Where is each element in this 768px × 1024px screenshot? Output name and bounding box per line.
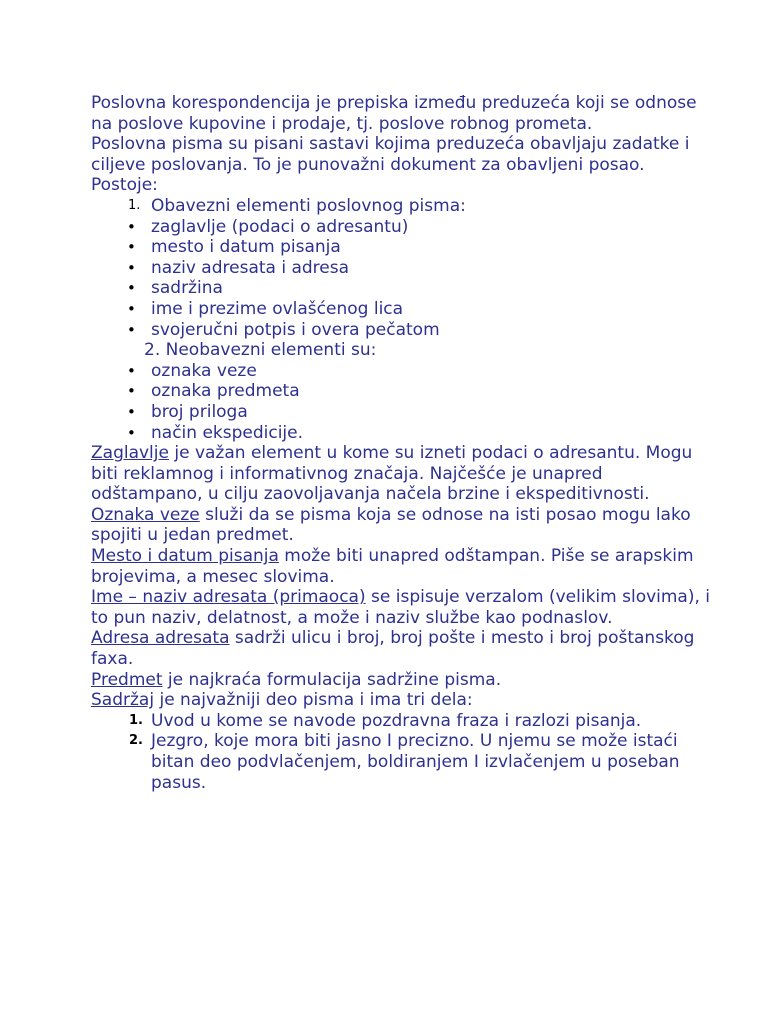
definition-paragraph [91, 587, 711, 628]
list-item [91, 402, 711, 423]
list-number: 1. [129, 712, 143, 728]
list-item [91, 711, 711, 732]
list-item-text: oznaka veze [151, 360, 257, 381]
definition-term: Mesto i datum pisanja [91, 546, 279, 567]
bullet-icon: • [127, 238, 136, 257]
list-item [91, 320, 711, 341]
definition-text: je najkraća formulacija sadržine pisma. [162, 669, 502, 690]
list-item [91, 731, 711, 793]
definition-paragraph [91, 670, 711, 691]
bullet-icon: • [127, 402, 136, 421]
optional-heading-text: 2. Neobavezni elementi su: [144, 340, 377, 361]
mandatory-heading [91, 196, 711, 217]
definition-term: Adresa adresata [91, 628, 230, 649]
list-item [91, 423, 711, 444]
definition-paragraph [91, 690, 711, 711]
list-item-text: mesto i datum pisanja [151, 237, 341, 258]
bullet-icon: • [127, 279, 136, 298]
content-parts-list [91, 711, 711, 793]
bullet-icon: • [127, 258, 136, 277]
mandatory-heading-text: Obavezni elementi poslovnog pisma: [151, 195, 466, 216]
definition-text: može biti unapred odštampan. Piše se arapskim brojevima, a mesec slovima. [91, 546, 694, 587]
definition-paragraph [91, 628, 711, 669]
intro-paragraph-3: Postoje: [91, 175, 158, 196]
list-item-text: ime i prezime ovlašćenog lica [151, 298, 404, 319]
list-item-text: način ekspedicije. [151, 422, 304, 443]
bullet-icon: • [127, 299, 136, 318]
definition-term: Oznaka veze [91, 504, 200, 525]
definition-term: Predmet [91, 669, 163, 690]
definition-text: služi da se pisma koja se odnose na isti posao mogu lako spojiti u jedan predmet. [91, 504, 691, 546]
definition-term: Zaglavlje [91, 443, 169, 464]
list-item-text: oznaka predmeta [151, 381, 300, 402]
list-item [91, 258, 711, 279]
definition-text: je važan element u kome su izneti podaci o adresantu. Mogu biti reklamnog i informativnog značaja. Najčešće je unapred odštampano, u cilju zaovoljavanja načela brzine i ekspeditivnosti. [91, 443, 693, 505]
intro-paragraph-2: Poslovna pisma su pisani sastavi kojima preduzeća obavljaju zadatke i ciljeve poslovanja. To je punovažni dokument za obavljeni posao. [91, 134, 690, 175]
definition-text: sadrži ulicu i broj, broj pošte i mesto i broj poštanskog faxa. [91, 628, 695, 670]
list-item [91, 217, 711, 238]
list-item [91, 237, 711, 258]
definition-paragraph [91, 546, 711, 587]
list-item-text: zaglavlje (podaci o adresantu) [151, 216, 409, 237]
list-number: 2. [129, 733, 143, 749]
list-item [91, 278, 711, 299]
bullet-icon: • [127, 320, 136, 339]
bullet-icon: • [127, 361, 136, 380]
list-item [91, 299, 711, 320]
list-item-text: svojeručni potpis i overa pečatom [151, 319, 440, 340]
list-number: 1. [128, 197, 141, 213]
list-item-text: Uvod u kome se navode pozdravna fraza i razlozi pisanja. [151, 710, 642, 731]
list-item-text: Jezgro, koje mora biti jasno I precizno. U njemu se može istaći bitan deo podvlačenjem, boldiranjem I izvlačenjem u poseban pasus. [151, 731, 680, 793]
document-page [91, 93, 711, 793]
list-item-text: naziv adresata i adresa [151, 257, 350, 278]
definition-text: je najvažniji deo pisma i ima tri dela: [154, 690, 473, 711]
bullet-icon: • [127, 217, 136, 236]
list-item [91, 361, 711, 382]
list-item-text: sadržina [151, 278, 223, 299]
bullet-icon: • [127, 423, 136, 442]
definition-term: Sadržaj [91, 690, 155, 711]
list-item [91, 381, 711, 402]
optional-heading [91, 340, 711, 361]
elements-list [91, 196, 711, 443]
list-item-text: broj priloga [151, 401, 248, 422]
bullet-icon: • [127, 382, 136, 401]
definition-paragraph [91, 443, 711, 505]
definition-term: Ime – naziv adresata (primaoca) [91, 587, 366, 608]
definition-text: se ispisuje verzalom (velikim slovima), i to pun naziv, delatnost, a može i naziv službe kao podnaslov. [91, 587, 711, 628]
definition-paragraph [91, 505, 711, 546]
intro-paragraph-1: Poslovna korespondencija je prepiska između preduzeća koji se odnose na poslove kupovine i prodaje, tj. poslove robnog prometa. [91, 93, 697, 134]
